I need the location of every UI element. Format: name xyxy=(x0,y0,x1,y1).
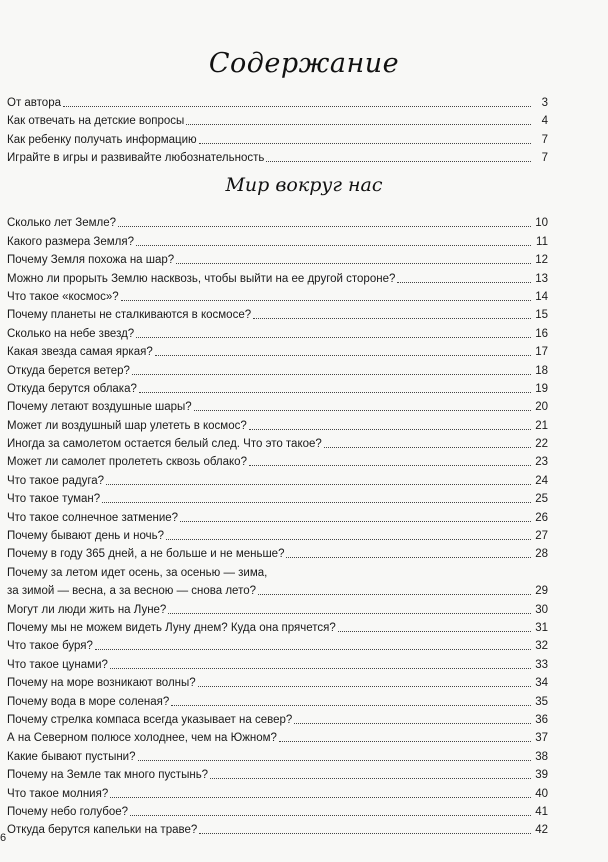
toc-entry xyxy=(7,764,548,782)
toc-entry-title: Можно ли прорыть Землю насквозь, чтобы выйти на ее другой стороне? xyxy=(7,272,396,285)
toc-leader-dots xyxy=(136,337,531,338)
toc-entry-page: 33 xyxy=(535,658,548,671)
toc-entry-page: 19 xyxy=(535,382,548,395)
toc-entry xyxy=(7,580,548,598)
toc-entry xyxy=(7,286,548,304)
toc-leader-dots xyxy=(266,161,531,162)
toc-entry xyxy=(7,819,548,837)
toc-leader-dots xyxy=(110,797,531,798)
toc-entry-title: Почему Земля похожа на шар? xyxy=(7,254,175,267)
toc-entry xyxy=(7,801,548,819)
toc-entry-title: А на Северном полюсе холоднее, чем на Южном? xyxy=(7,732,277,745)
toc-entry-page: 35 xyxy=(535,695,548,708)
toc-entry-title: Может ли самолет пролететь сквозь облако? xyxy=(7,456,247,469)
toc-entry-title: Почему стрелка компаса всегда указывает на север? xyxy=(7,713,293,726)
toc-entry-page: 17 xyxy=(535,346,548,359)
toc-leader-dots xyxy=(155,355,531,356)
toc-entry-title: Какая звезда самая яркая? xyxy=(7,346,153,359)
toc-entry-page: 18 xyxy=(535,364,548,377)
toc-entry xyxy=(7,212,548,230)
toc-leader-dots xyxy=(106,484,531,485)
toc-leader-dots xyxy=(397,282,531,283)
toc-entry-page: 16 xyxy=(535,327,548,340)
toc-entry-page: 15 xyxy=(535,309,548,322)
toc-entry-title: Почему на море возникают волны? xyxy=(7,677,196,690)
toc-entry-page: 40 xyxy=(535,787,548,800)
toc-entry-title: Как отвечать на детские вопросы xyxy=(7,115,185,128)
toc-entry-title: Почему за летом идет осень, за осенью — зима, xyxy=(7,566,268,579)
toc-entry-title: Сколько на небе звезд? xyxy=(7,327,135,340)
toc-leader-dots xyxy=(286,557,531,558)
toc-entry-page: 37 xyxy=(535,732,548,745)
toc-leader-dots xyxy=(95,649,531,650)
toc-entry-page: 36 xyxy=(535,713,548,726)
toc-entry xyxy=(7,359,548,377)
toc-entry xyxy=(7,451,548,469)
toc-entry-page: 39 xyxy=(535,769,548,782)
toc-entry xyxy=(7,396,548,414)
toc-entry-page: 4 xyxy=(541,115,548,128)
toc-entry-title: Что такое радуга? xyxy=(7,474,105,487)
intro-toc-list xyxy=(7,92,548,165)
toc-entry-title: Что такое солнечное затмение? xyxy=(7,511,179,524)
toc-leader-dots xyxy=(63,106,531,107)
toc-entry xyxy=(7,561,548,579)
toc-entry xyxy=(7,414,548,432)
toc-leader-dots xyxy=(166,539,531,540)
toc-entry xyxy=(7,469,548,487)
toc-leader-dots xyxy=(210,778,531,779)
toc-entry-title: Откуда берется ветер? xyxy=(7,364,130,377)
toc-leader-dots xyxy=(249,429,531,430)
toc-entry-page: 38 xyxy=(535,750,548,763)
toc-leader-dots xyxy=(180,521,531,522)
toc-entry-title: Почему бывают день и ночь? xyxy=(7,530,164,543)
section-toc-list xyxy=(7,212,548,837)
toc-entry-title: Сколько лет Земле? xyxy=(7,217,116,230)
toc-entry xyxy=(7,110,548,128)
toc-entry-page: 30 xyxy=(535,603,548,616)
toc-entry xyxy=(7,147,548,165)
toc-leader-dots xyxy=(102,502,531,503)
toc-entry xyxy=(7,617,548,635)
toc-entry-title: Что такое буря? xyxy=(7,640,93,653)
toc-entry-title: Почему вода в море соленая? xyxy=(7,695,170,708)
toc-entry-title: От автора xyxy=(7,97,61,110)
toc-entry-page: 42 xyxy=(535,824,548,837)
toc-leader-dots xyxy=(136,245,531,246)
toc-entry xyxy=(7,635,548,653)
toc-entry-page: 28 xyxy=(535,548,548,561)
toc-leader-dots xyxy=(249,465,531,466)
toc-entry xyxy=(7,488,548,506)
toc-entry xyxy=(7,230,548,248)
toc-entry xyxy=(7,322,548,340)
toc-entry xyxy=(7,378,548,396)
toc-entry-page: 20 xyxy=(535,401,548,414)
toc-entry-page: 31 xyxy=(535,621,548,634)
toc-entry xyxy=(7,433,548,451)
toc-leader-dots xyxy=(130,815,531,816)
toc-leader-dots xyxy=(168,613,531,614)
toc-leader-dots xyxy=(186,124,531,125)
toc-entry xyxy=(7,92,548,110)
toc-leader-dots xyxy=(176,263,531,264)
toc-entry-title: Какие бывают пустыни? xyxy=(7,750,136,763)
toc-leader-dots xyxy=(199,833,531,834)
toc-entry-page: 3 xyxy=(541,97,548,110)
toc-entry-page: 25 xyxy=(535,493,548,506)
toc-entry-title: Почему на Земле так много пустынь? xyxy=(7,769,209,782)
toc-entry-page: 12 xyxy=(535,254,548,267)
toc-leader-dots xyxy=(194,410,531,411)
toc-entry-title: Может ли воздушный шар улететь в космос? xyxy=(7,419,247,432)
toc-entry-page: 34 xyxy=(535,677,548,690)
toc-entry xyxy=(7,128,548,146)
toc-entry xyxy=(7,543,548,561)
toc-entry xyxy=(7,653,548,671)
toc-entry-title: Почему мы не можем видеть Луну днем? Куда она прячется? xyxy=(7,621,336,634)
toc-leader-dots xyxy=(110,668,531,669)
toc-entry xyxy=(7,304,548,322)
toc-entry-title: Что такое молния? xyxy=(7,787,109,800)
toc-entry-title: Играйте в игры и развивайте любознательность xyxy=(7,151,265,164)
toc-entry-title: Откуда берутся капельки на траве? xyxy=(7,824,198,837)
toc-entry-title: за зимой — весна, а за весною — снова лето? xyxy=(7,585,257,598)
toc-entry xyxy=(7,525,548,543)
toc-leader-dots xyxy=(198,686,531,687)
toc-entry-title: Почему планеты не сталкиваются в космосе? xyxy=(7,309,252,322)
toc-entry xyxy=(7,782,548,800)
toc-entry xyxy=(7,727,548,745)
toc-leader-dots xyxy=(138,760,531,761)
toc-entry-page: 10 xyxy=(535,217,548,230)
toc-entry xyxy=(7,690,548,708)
toc-entry-title: Какого размера Земля? xyxy=(7,235,134,248)
toc-entry xyxy=(7,341,548,359)
toc-leader-dots xyxy=(139,392,531,393)
toc-leader-dots xyxy=(324,447,531,448)
toc-leader-dots xyxy=(121,300,531,301)
toc-entry xyxy=(7,267,548,285)
page-number: 6 xyxy=(0,832,7,844)
toc-leader-dots xyxy=(171,705,531,706)
toc-entry xyxy=(7,249,548,267)
toc-leader-dots xyxy=(338,631,531,632)
toc-leader-dots xyxy=(132,374,531,375)
toc-leader-dots xyxy=(258,594,531,595)
toc-entry-page: 24 xyxy=(535,474,548,487)
toc-entry xyxy=(7,745,548,763)
toc-entry-page: 21 xyxy=(535,419,548,432)
page-title: Содержание xyxy=(208,48,400,79)
toc-entry xyxy=(7,672,548,690)
toc-entry-title: Почему небо голубое? xyxy=(7,805,129,818)
toc-entry xyxy=(7,709,548,727)
toc-entry-page: 11 xyxy=(536,235,548,248)
toc-entry-page: 22 xyxy=(535,438,548,451)
toc-entry-page: 7 xyxy=(541,133,548,146)
toc-entry-page: 26 xyxy=(535,511,548,524)
toc-leader-dots xyxy=(199,143,531,144)
toc-entry-page: 32 xyxy=(535,640,548,653)
toc-entry-title: Что такое «космос»? xyxy=(7,290,119,303)
toc-leader-dots xyxy=(118,226,531,227)
toc-entry-title: Почему летают воздушные шары? xyxy=(7,401,192,414)
toc-entry-title: Почему в году 365 дней, а не больше и не меньше? xyxy=(7,548,285,561)
toc-entry-page: 7 xyxy=(541,151,548,164)
toc-entry-page: 14 xyxy=(535,290,548,303)
toc-entry xyxy=(7,506,548,524)
toc-leader-dots xyxy=(253,318,531,319)
toc-entry-title: Как ребенку получать информацию xyxy=(7,133,197,146)
toc-entry-page: 23 xyxy=(535,456,548,469)
toc-leader-dots xyxy=(294,723,531,724)
toc-entry-title: Иногда за самолетом остается белый след. Что это такое? xyxy=(7,438,322,451)
toc-entry-page: 41 xyxy=(535,805,548,818)
toc-entry-title: Могут ли люди жить на Луне? xyxy=(7,603,167,616)
toc-entry-page: 27 xyxy=(535,530,548,543)
toc-entry-title: Что такое цунами? xyxy=(7,658,108,671)
toc-leader-dots xyxy=(279,741,531,742)
toc-entry-title: Откуда берутся облака? xyxy=(7,382,137,395)
toc-entry-title: Что такое туман? xyxy=(7,493,101,506)
toc-entry xyxy=(7,598,548,616)
section-title: Мир вокруг нас xyxy=(225,174,383,196)
toc-entry-page: 29 xyxy=(535,585,548,598)
toc-entry-page: 13 xyxy=(535,272,548,285)
